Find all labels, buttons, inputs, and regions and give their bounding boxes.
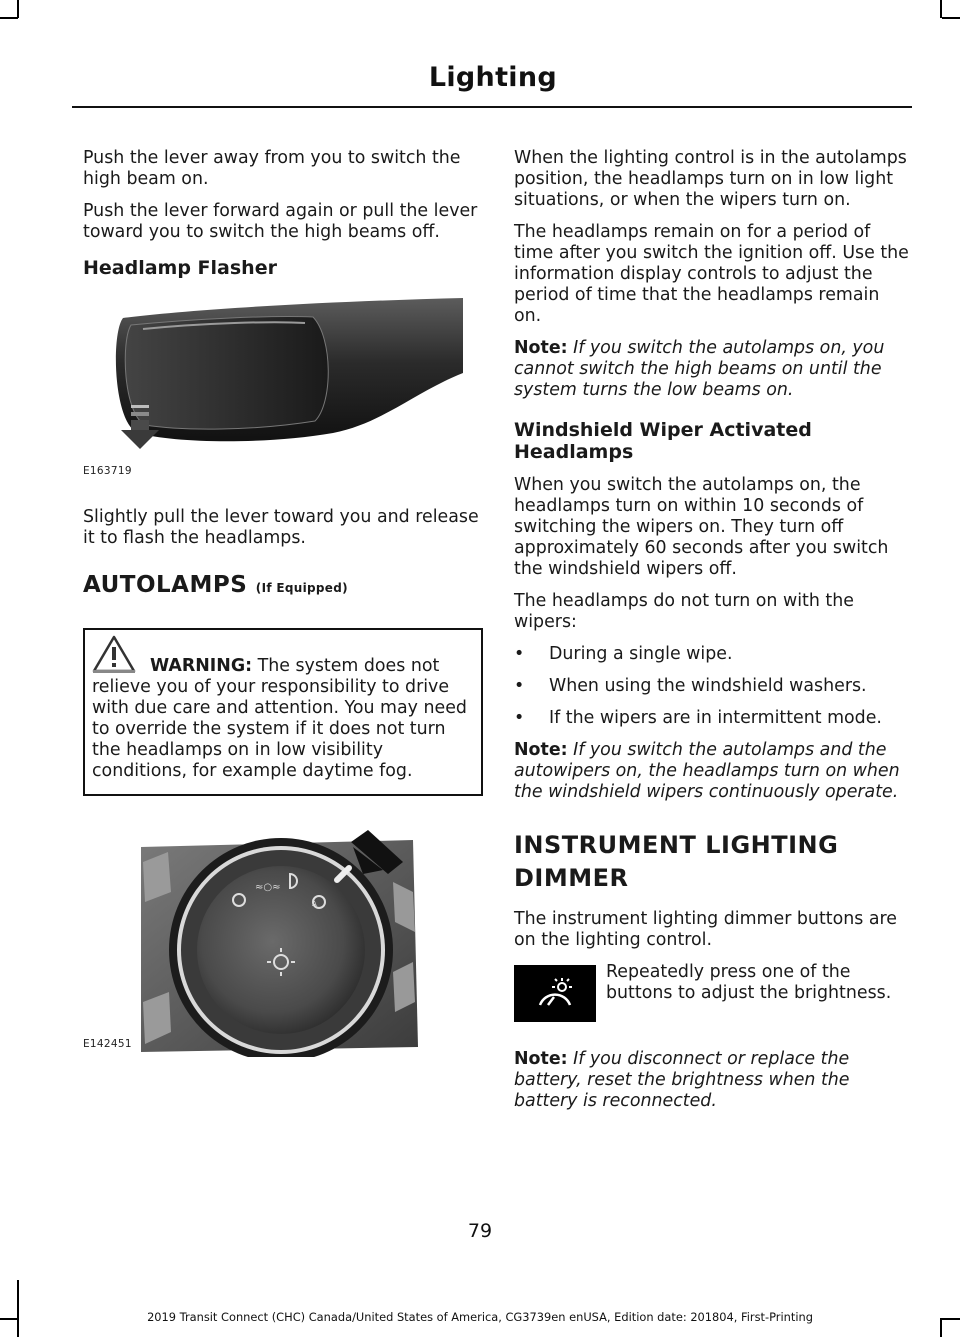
heading-qualifier: (If Equipped) bbox=[255, 581, 348, 595]
paragraph: The headlamps remain on for a period of time after you switch the ignition off. Use the information display controls to adjust the period of time that the headlamps remain on. bbox=[514, 222, 909, 326]
warning-label: WARNING: bbox=[150, 656, 253, 676]
warning-triangle-icon bbox=[91, 634, 137, 674]
svg-text:A: A bbox=[312, 900, 317, 908]
heading-line: INSTRUMENT LIGHTING bbox=[514, 831, 839, 859]
lighting-control-illustration bbox=[83, 822, 483, 1057]
crop-mark bbox=[17, 0, 19, 18]
paragraph: When the lighting control is in the autolamps position, the headlamps turn on in low light situations, or when the wipers turn on. bbox=[514, 148, 907, 210]
bullet-list bbox=[514, 644, 909, 729]
note-label: Note: bbox=[514, 1049, 568, 1069]
paragraph: The headlamps do not turn on with the wipers: bbox=[514, 591, 854, 632]
paragraph: Repeatedly press one of the buttons to adjust the brightness. bbox=[606, 962, 892, 1003]
section-heading bbox=[83, 571, 483, 602]
paragraph: Push the lever forward again or pull the lever toward you to switch the high beams off. bbox=[83, 201, 478, 242]
note-label: Note: bbox=[514, 338, 568, 358]
list-item: • If the wipers are in intermittent mode. bbox=[514, 708, 909, 729]
paragraph: The instrument lighting dimmer buttons are on the lighting control. bbox=[514, 909, 897, 950]
note bbox=[514, 1049, 909, 1112]
warning-box bbox=[83, 628, 483, 796]
header-rule bbox=[72, 106, 912, 108]
crop-mark bbox=[0, 17, 18, 19]
svg-text:≈○≈: ≈○≈ bbox=[255, 882, 281, 893]
note-text: If you disconnect or replace the battery, reset the brightness when the battery is reconnected. bbox=[514, 1049, 850, 1111]
figure-id: E163719 bbox=[83, 465, 132, 477]
section-heading: Headlamp Flasher bbox=[83, 257, 277, 279]
warning-text: The system does not relieve you of your responsibility to drive with due care and attention. You may need to override the system if it does not turn the headlamps on in low visibility conditions, for example daytime fog. bbox=[92, 656, 467, 781]
footer: 2019 Transit Connect (CHC) Canada/United States of America, CG3739en enUSA, Edition date: 201804, First-Printing bbox=[147, 1310, 813, 1324]
section-heading: Windshield Wiper Activated Headlamps bbox=[514, 419, 812, 463]
figure-lighting-control bbox=[83, 822, 483, 1067]
heading-line: DIMMER bbox=[514, 864, 629, 892]
page-number: 79 bbox=[467, 1220, 493, 1242]
note-text: If you switch the autolamps and the autowipers on, the headlamps turn on when the windshield wipers continuously operate. bbox=[514, 740, 900, 802]
list-item: • When using the windshield washers. bbox=[514, 676, 909, 697]
page-title: Lighting bbox=[428, 62, 557, 93]
figure-headlamp-lever bbox=[83, 293, 483, 495]
list-item: • During a single wipe. bbox=[514, 644, 909, 665]
note bbox=[514, 740, 909, 803]
note bbox=[514, 338, 909, 401]
note-text: If you switch the autolamps on, you cannot switch the high beams on until the system turns the low beams on. bbox=[514, 338, 885, 400]
right-column bbox=[514, 148, 909, 1123]
figure-id: E142451 bbox=[83, 1038, 132, 1050]
paragraph: Push the lever away from you to switch the high beam on. bbox=[83, 148, 461, 189]
left-column bbox=[83, 148, 483, 1079]
lever-illustration bbox=[83, 293, 483, 473]
paragraph: Slightly pull the lever toward you and release it to flash the headlamps. bbox=[83, 507, 479, 548]
note-label: Note: bbox=[514, 740, 568, 760]
crop-mark bbox=[942, 17, 960, 19]
section-heading bbox=[514, 831, 909, 893]
heading-text: AUTOLAMPS bbox=[83, 572, 248, 598]
paragraph: When you switch the autolamps on, the headlamps turn on within 10 seconds of switching the wipers on. They turn off approximately 60 seconds after you switch the windshield wipers off. bbox=[514, 475, 889, 579]
crop-mark bbox=[17, 1280, 19, 1337]
dimmer-row bbox=[514, 962, 909, 1035]
crop-mark bbox=[940, 0, 942, 18]
instrument-dimmer-icon bbox=[514, 965, 596, 1022]
